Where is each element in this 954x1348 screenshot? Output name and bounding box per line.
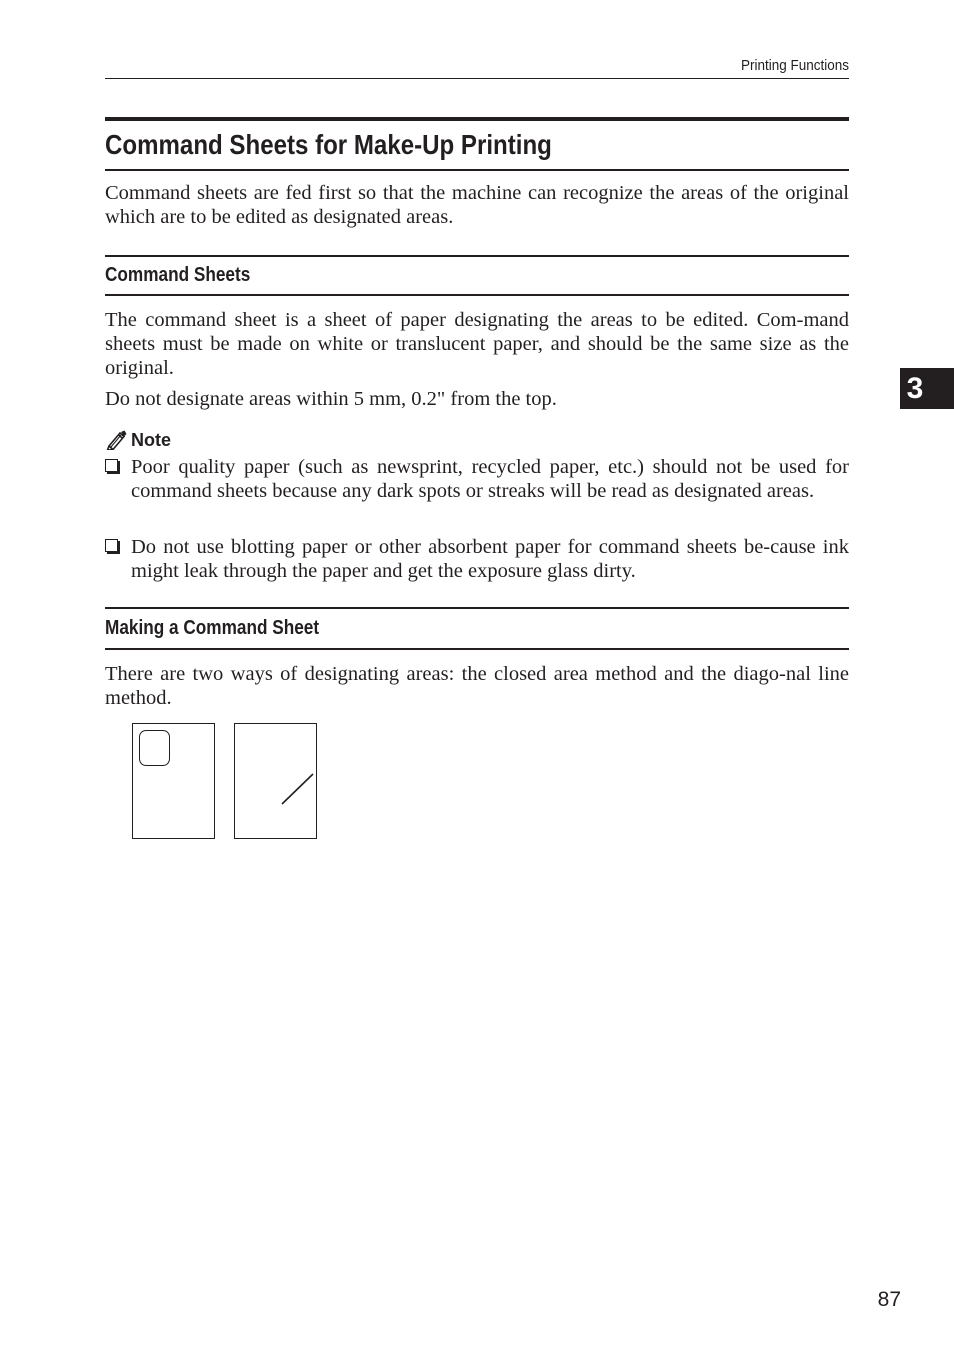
diagonal-line-sheet-illustration: [234, 723, 317, 839]
checkbox-bullet-icon: [105, 459, 118, 472]
header-section-title: Printing Functions: [740, 57, 849, 74]
note-item-text: Do not use blotting paper or other absorbent paper for command sheets be-cause ink might leak through the paper and get the exposure glass dirty.: [131, 536, 849, 582]
note-heading: [105, 427, 171, 453]
command-sheets-heading: Command Sheets: [105, 264, 251, 286]
closed-area-mark: [139, 730, 170, 766]
command-sheets-bottom-rule: [105, 294, 849, 296]
note-item-text: Poor quality paper (such as newsprint, recycled paper, etc.) should not be used for command sheets because any dark spots or streaks will be read as designated areas.: [131, 456, 849, 502]
chapter-tab: [900, 368, 954, 409]
command-sheets-paragraph-1: The command sheet is a sheet of paper designating the areas to be edited. Com-mand sheets must be made on white or translucent paper, and should be the same size as the original.: [105, 309, 849, 379]
main-heading: Command Sheets for Make-Up Printing: [105, 129, 552, 160]
page-number: 87: [877, 1288, 901, 1311]
closed-area-sheet-illustration: [132, 723, 215, 839]
header-rule: [105, 78, 849, 79]
making-heading: Making a Command Sheet: [105, 617, 320, 639]
note-item: [105, 455, 849, 503]
main-heading-top-rule: [105, 117, 849, 121]
command-sheets-top-rule: [105, 255, 849, 257]
chapter-number: 3: [906, 372, 924, 405]
making-top-rule: [105, 607, 849, 609]
pencil-icon: [105, 430, 127, 450]
note-item: [105, 535, 849, 583]
making-bottom-rule: [105, 648, 849, 650]
making-paragraph: There are two ways of designating areas: the closed area method and the diago-nal line method.: [105, 663, 849, 709]
note-label: Note: [131, 429, 171, 450]
intro-paragraph: Command sheets are fed first so that the machine can recognize the areas of the original which are to be edited as designated areas.: [105, 182, 849, 228]
command-sheets-paragraph-2: Do not designate areas within 5 mm, 0.2" from the top.: [105, 388, 557, 410]
diagonal-line-mark: [235, 724, 315, 837]
main-heading-bottom-rule: [105, 169, 849, 171]
checkbox-bullet-icon: [105, 539, 118, 552]
